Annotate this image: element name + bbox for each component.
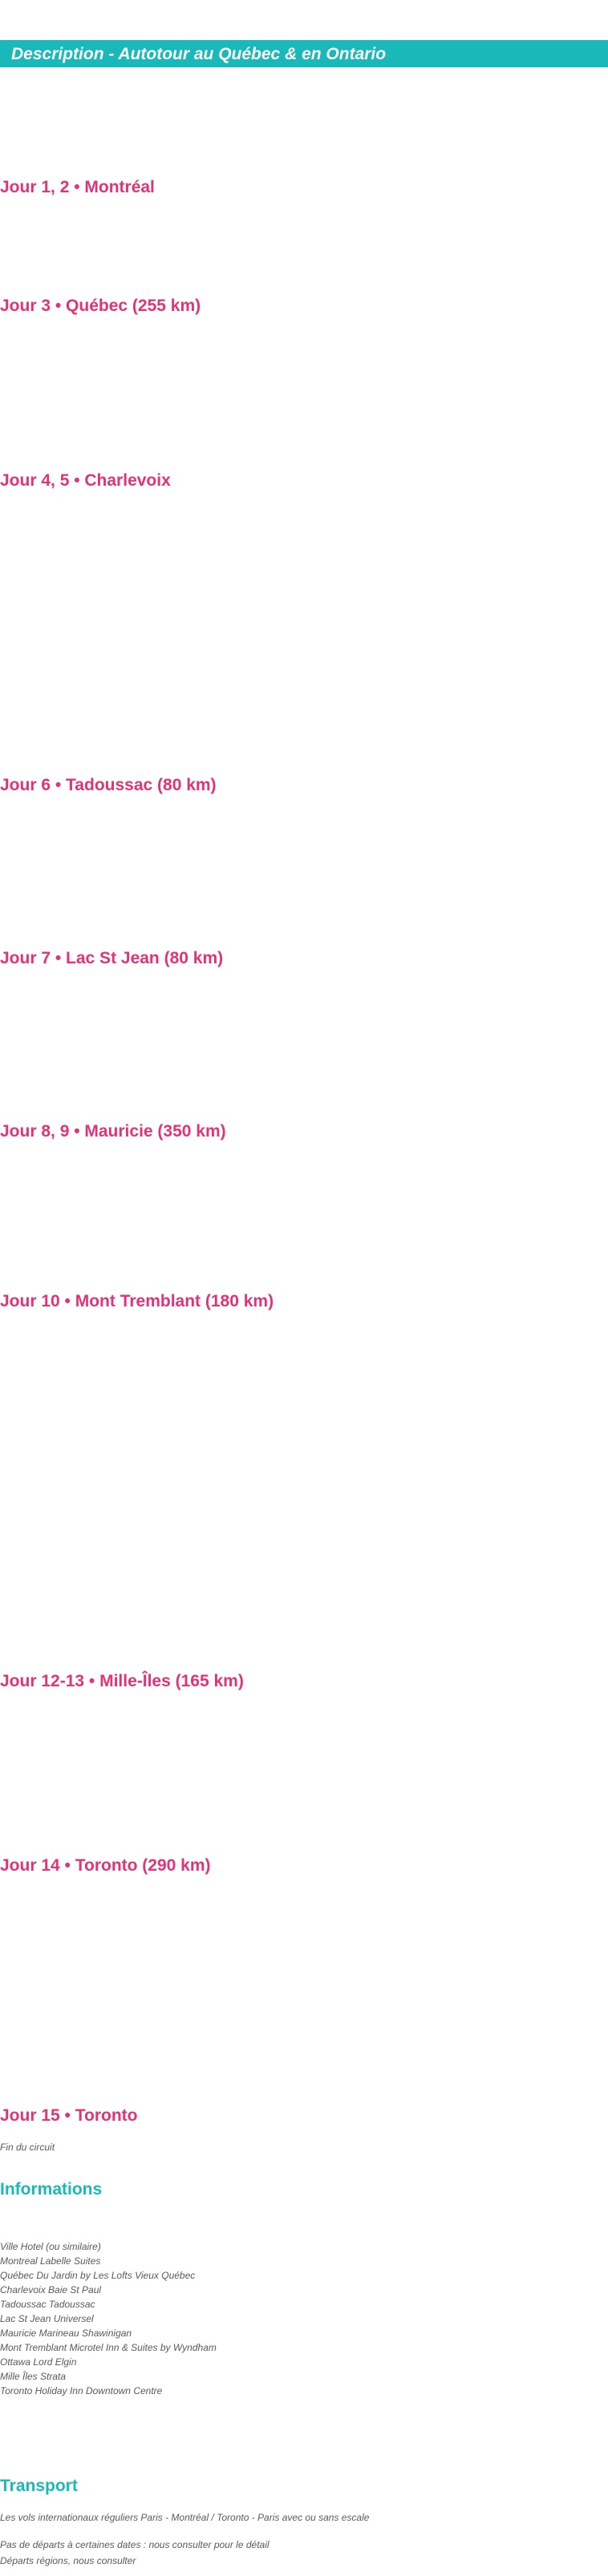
list-item: Charlevoix Baie St Paul: [0, 2284, 102, 2295]
section-title-toronto: Jour 14 • Toronto (290 km): [0, 1856, 211, 1875]
section-title-charlevoix: Jour 4, 5 • Charlevoix: [0, 471, 171, 490]
description-banner: [0, 40, 608, 67]
section-text-mont-tremblant: [0, 1327, 603, 1648]
section-title-montreal: Jour 1, 2 • Montréal: [0, 178, 155, 196]
section-title-mont-tremblant: Jour 10 • Mont Tremblant (180 km): [0, 1292, 274, 1310]
informations-title: Informations: [0, 2180, 103, 2198]
section-text-toronto: [0, 1892, 603, 2108]
section-text-mauricie: [0, 1157, 603, 1286]
section-title-mauricie: Jour 8, 9 • Mauricie (350 km): [0, 1122, 226, 1141]
section-text-toronto-end: Fin du circuit: [0, 2142, 55, 2153]
section-text-mille-iles: [0, 1706, 603, 1827]
section-title-tadoussac: Jour 6 • Tadoussac (80 km): [0, 776, 217, 794]
section-text-tadoussac: [0, 810, 603, 909]
list-item: Ville Hotel (ou similaire): [0, 2241, 101, 2252]
section-text-quebec: [0, 332, 603, 433]
transport-line-dates: Pas de départs à certaines dates : nous consulter pour le détail: [0, 2539, 270, 2550]
section-text-montreal: [0, 212, 603, 269]
list-item: Tadoussac Tadoussac: [0, 2299, 95, 2310]
list-item: Lac St Jean Universel: [0, 2313, 94, 2324]
banner-title: Description - Autotour au Québec & en Ontario: [11, 45, 387, 63]
section-title-mille-iles: Jour 12-13 • Mille-Îles (165 km): [0, 1672, 244, 1690]
hotel-list: [0, 2239, 217, 2398]
list-item: Ottawa Lord Elgin: [0, 2356, 77, 2368]
section-title-lac-st-jean: Jour 7 • Lac St Jean (80 km): [0, 949, 224, 967]
list-item: Montreal Labelle Suites: [0, 2255, 101, 2267]
list-item: Mille Îles Strata: [0, 2371, 67, 2382]
list-item: Mont Tremblant Microtel Inn & Suites by Wyndham: [0, 2342, 217, 2353]
section-title-toronto-end: Jour 15 • Toronto: [0, 2106, 138, 2125]
transport-title: Transport: [0, 2477, 78, 2495]
section-text-charlevoix: [0, 503, 603, 747]
section-text-lac-st-jean: [0, 984, 603, 1085]
list-item: Québec Du Jardin by Les Lofts Vieux Québec: [0, 2270, 196, 2281]
transport-line-regions: Départs régions, nous consulter: [0, 2555, 136, 2566]
section-title-quebec: Jour 3 • Québec (255 km): [0, 297, 201, 315]
intro-paragraph: [0, 82, 603, 154]
transport-line-flights: Les vols internationaux réguliers Paris - Montréal / Toronto - Paris avec ou sans escale: [0, 2512, 370, 2523]
list-item: Mauricie Marineau Shawinigan: [0, 2328, 132, 2339]
list-item: Toronto Holiday Inn Downtown Centre: [0, 2385, 163, 2396]
